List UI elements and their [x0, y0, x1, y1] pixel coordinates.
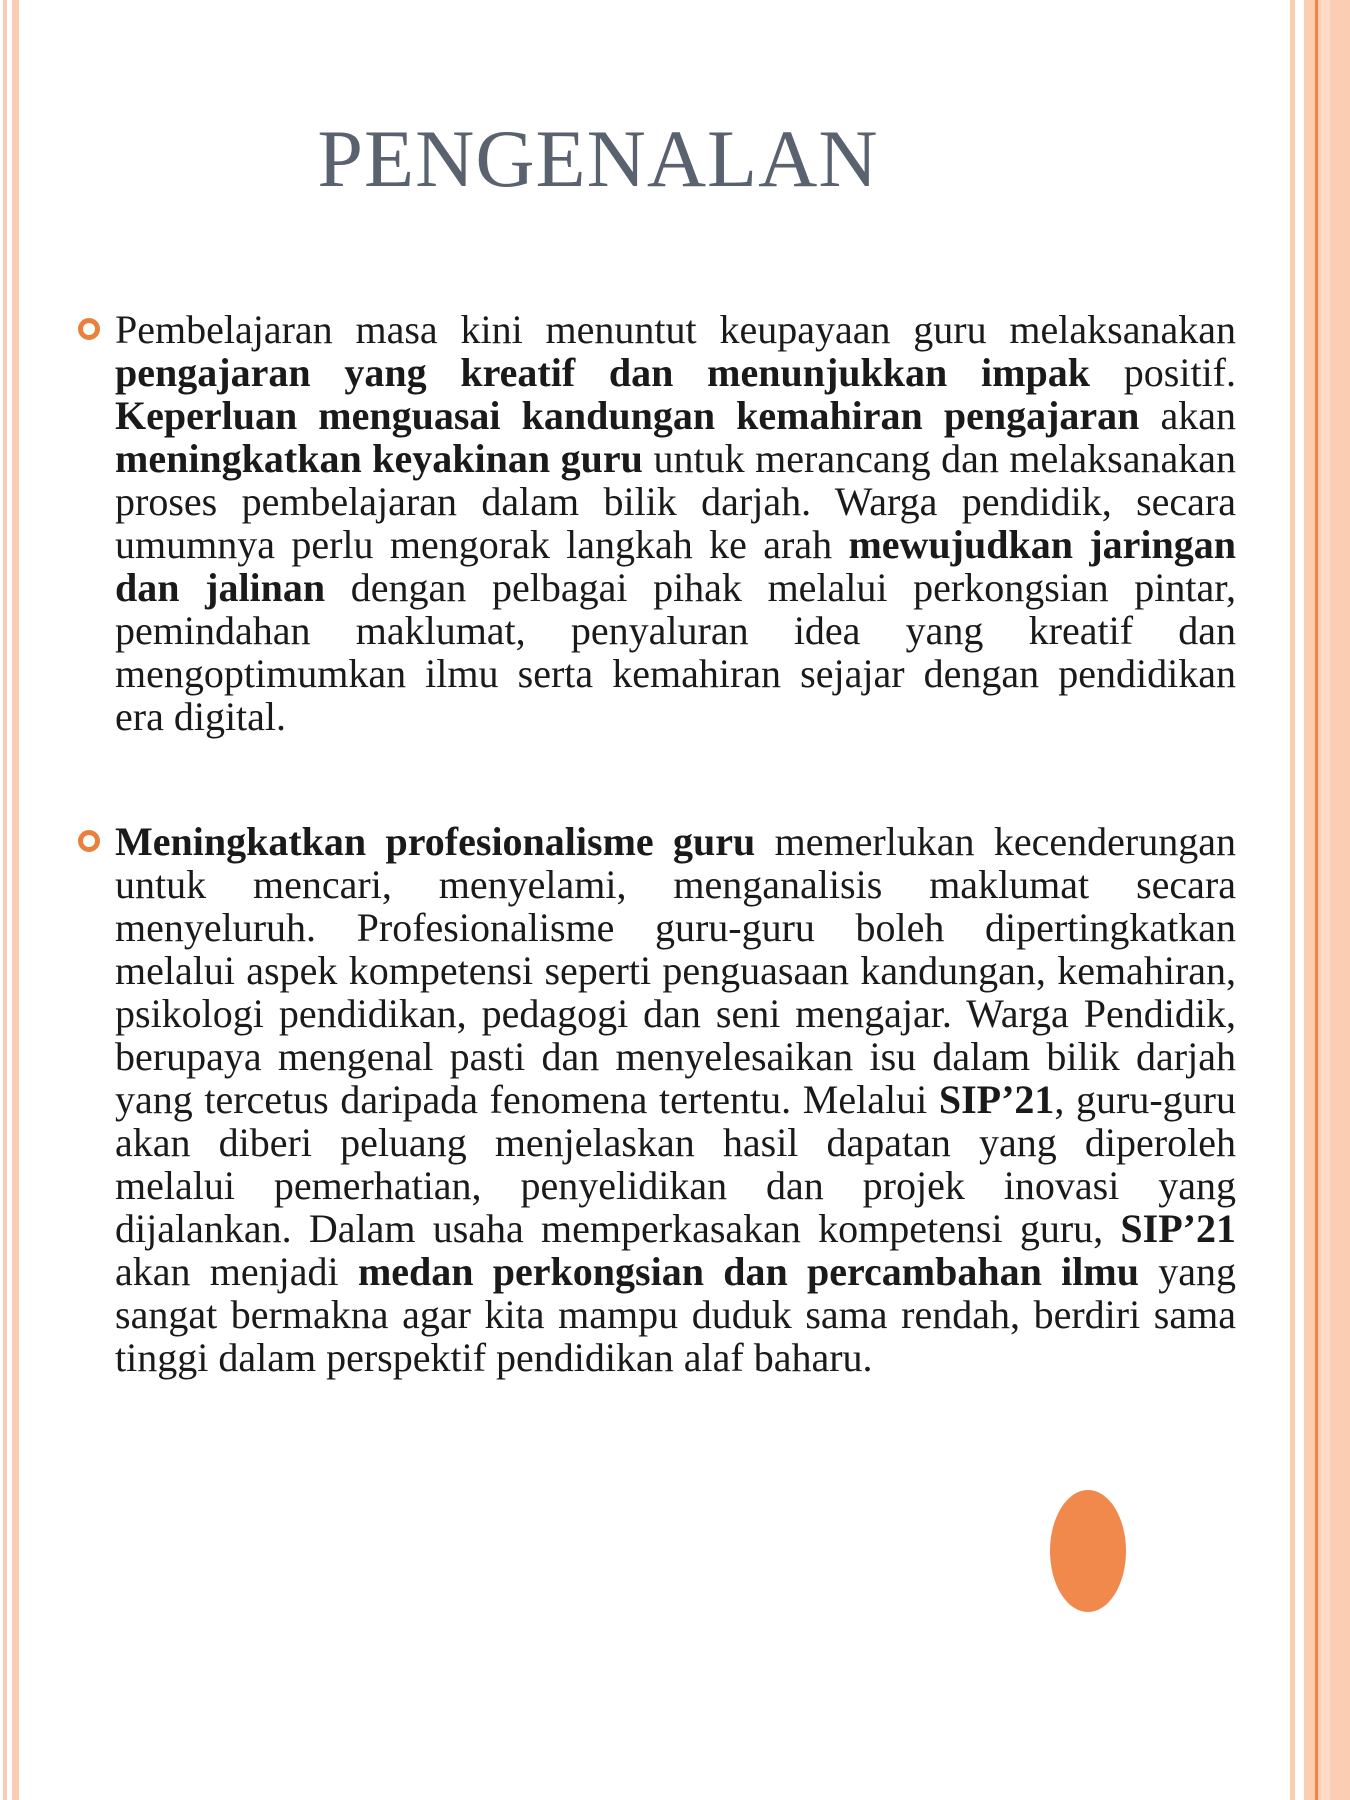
right-border-accent-line: [1315, 0, 1318, 1800]
bullet-paragraph-1: Pembelajaran masa kini menuntut keupayaan guru melaksanakan pengajaran yang kreatif dan menunjukkan impak positif. Keperluan menguasai kandungan kemahiran pengajaran akan meningkatkan keyakinan guru untuk merancang dan melaksanakan proses pembelajaran dalam bilik darjah. Warga pendidik, secara umumnya perlu mengorak langkah ke arah mewujudkan jaringan dan jalinan dengan pelbagai pihak melalui perkongsian pintar, pemindahan maklumat, penyaluran idea yang kreatif dan mengoptimumkan ilmu serta kemahiran sejajar dengan pendidikan era digital.: [115, 307, 1237, 739]
ellipse-decoration: [1050, 1490, 1126, 1612]
left-border-thick-stripe: [12, 0, 19, 1800]
right-border-band: [1304, 0, 1350, 1800]
slide-title: PENGENALAN: [317, 113, 879, 204]
bullet-paragraph-2: Meningkatkan profesionalisme guru memerlukan kecenderungan untuk mencari, menyelami, menganalisis maklumat secara menyeluruh. Profesionalisme guru-guru boleh dipertingkatkan melalui aspek kompetensi seperti penguasaan kandungan, kemahiran, psikologi pendidikan, pedagogi dan seni mengajar. Warga Pendidik, berupaya mengenal pasti dan menyelesaikan isu dalam bilik darjah yang tercetus daripada fenomena tertentu. Melalui SIP’21, guru-guru akan diberi peluang menjelaskan hasil dapatan yang diperoleh melalui pemerhatian, penyelidikan dan projek inovasi yang dijalankan. Dalam usaha memperkasakan kompetensi guru, SIP’21 akan menjadi medan perkongsian dan percambahan ilmu yang sangat bermakna agar kita mampu duduk sama rendah, berdiri sama tinggi dalam perspektif pendidikan alaf baharu.: [115, 819, 1237, 1380]
bullet-item-2: [78, 820, 1236, 1379]
right-border-thin-stripe: [1290, 0, 1295, 1800]
bullet-icon: [78, 318, 100, 340]
bullet-item-1: [78, 308, 1236, 738]
left-border-thin-stripe: [3, 0, 7, 1800]
bullet-icon: [78, 830, 100, 852]
right-border-light-stripe: [1321, 0, 1330, 1800]
slide-body: [78, 308, 1236, 1379]
